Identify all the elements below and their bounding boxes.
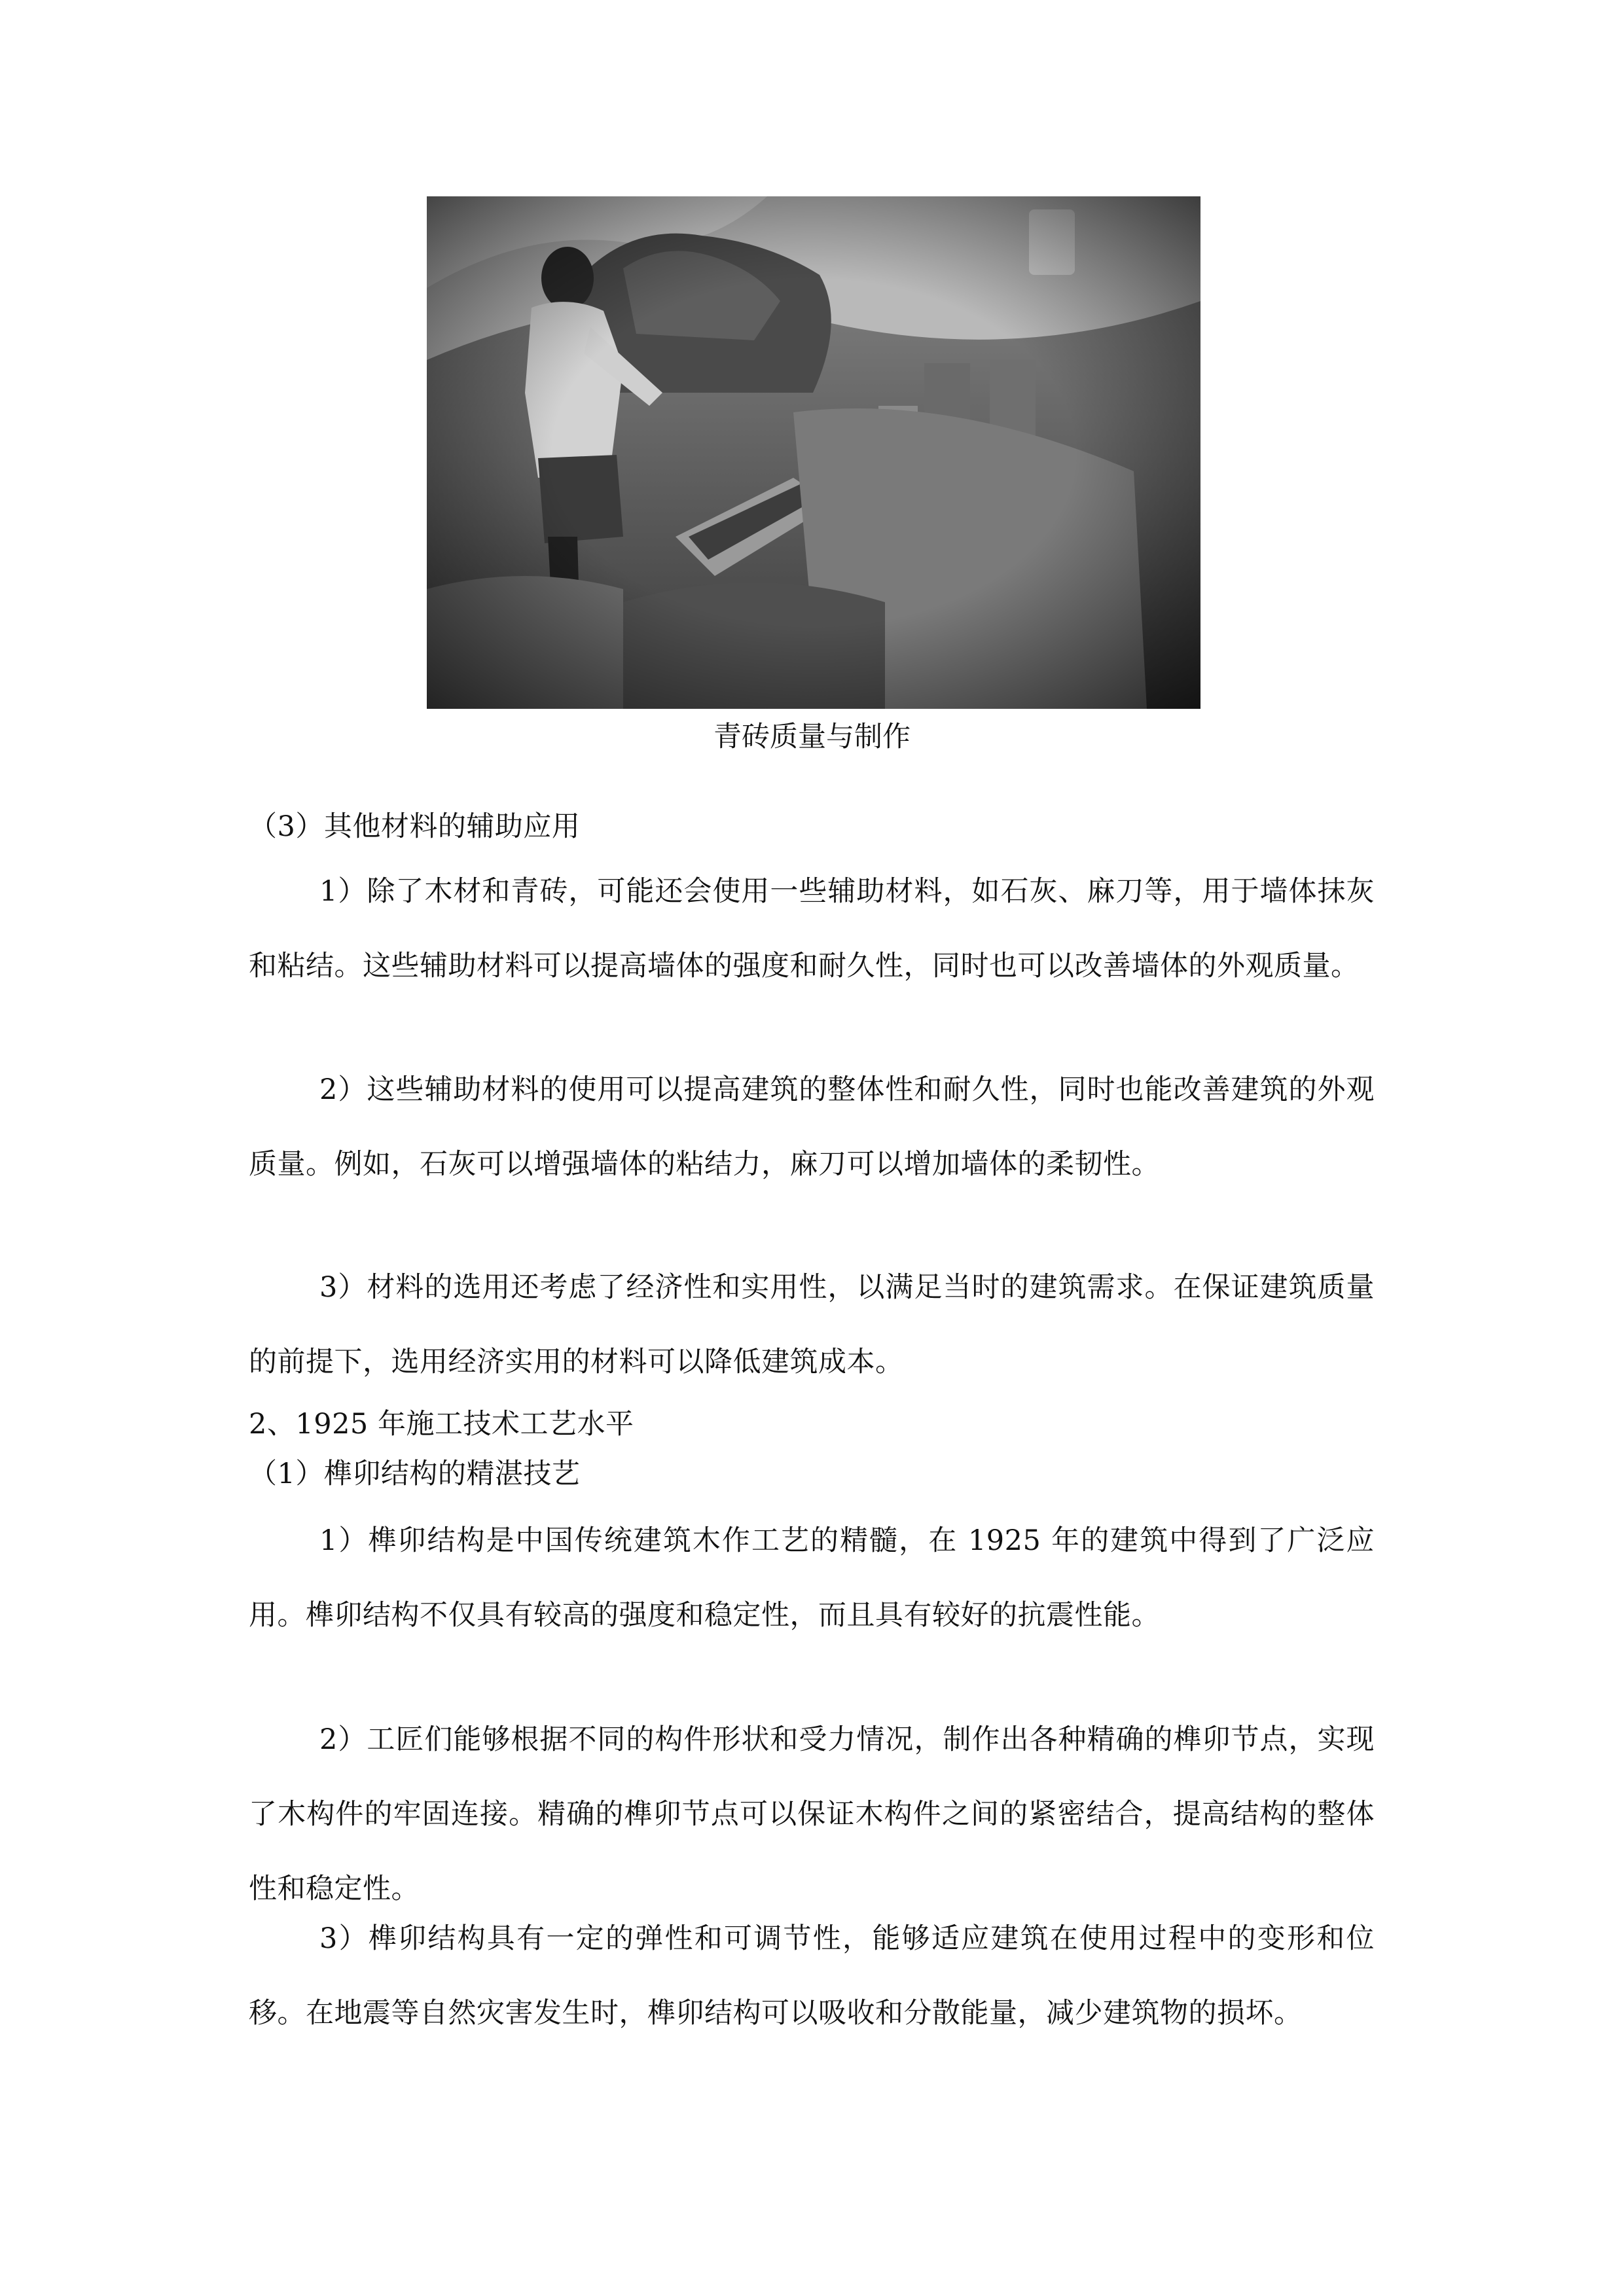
subsection-heading-mortise-tenon: （1）榫卯结构的精湛技艺 bbox=[249, 1458, 581, 1490]
paragraph-auxiliary-3: 3）材料的选用还考虑了经济性和实用性，以满足当时的建筑需求。在保证建筑质量的前提下，选用经济实用的材料可以降低建筑成本。 bbox=[249, 1271, 1375, 1378]
section-heading-other-materials: （3）其他材料的辅助应用 bbox=[249, 810, 581, 843]
brick-making-photo bbox=[427, 196, 1200, 709]
paragraph-auxiliary-2: 2）这些辅助材料的使用可以提高建筑的整体性和耐久性，同时也能改善建筑的外观质量。例如，石灰可以增强墙体的粘结力，麻刀可以增加墙体的柔韧性。 bbox=[249, 1073, 1375, 1181]
brick-making-photo-image bbox=[427, 196, 1200, 709]
paragraph-auxiliary-1: 1）除了木材和青砖，可能还会使用一些辅助材料，如石灰、麻刀等，用于墙体抹灰和粘结。这些辅助材料可以提高墙体的强度和耐久性，同时也可以改善墙体的外观质量。 bbox=[249, 875, 1375, 982]
paragraph-mortise-1: 1）榫卯结构是中国传统建筑木作工艺的精髓，在 1925 年的建筑中得到了广泛应用。榫卯结构不仅具有较高的强度和稳定性，而且具有较好的抗震性能。 bbox=[249, 1524, 1375, 1632]
section-heading-construction: 2、1925 年施工技术工艺水平 bbox=[249, 1408, 634, 1441]
paragraph-mortise-3: 3）榫卯结构具有一定的弹性和可调节性，能够适应建筑在使用过程中的变形和位移。在地震等自然灾害发生时，榫卯结构可以吸收和分散能量，减少建筑物的损坏。 bbox=[249, 1922, 1375, 2030]
figure-caption: 青砖质量与制作 bbox=[713, 721, 911, 753]
paragraph-mortise-2: 2）工匠们能够根据不同的构件形状和受力情况，制作出各种精确的榫卯节点，实现了木构件的牢固连接。精确的榫卯节点可以保证木构件之间的紧密结合，提高结构的整体性和稳定性。 bbox=[249, 1723, 1375, 1905]
